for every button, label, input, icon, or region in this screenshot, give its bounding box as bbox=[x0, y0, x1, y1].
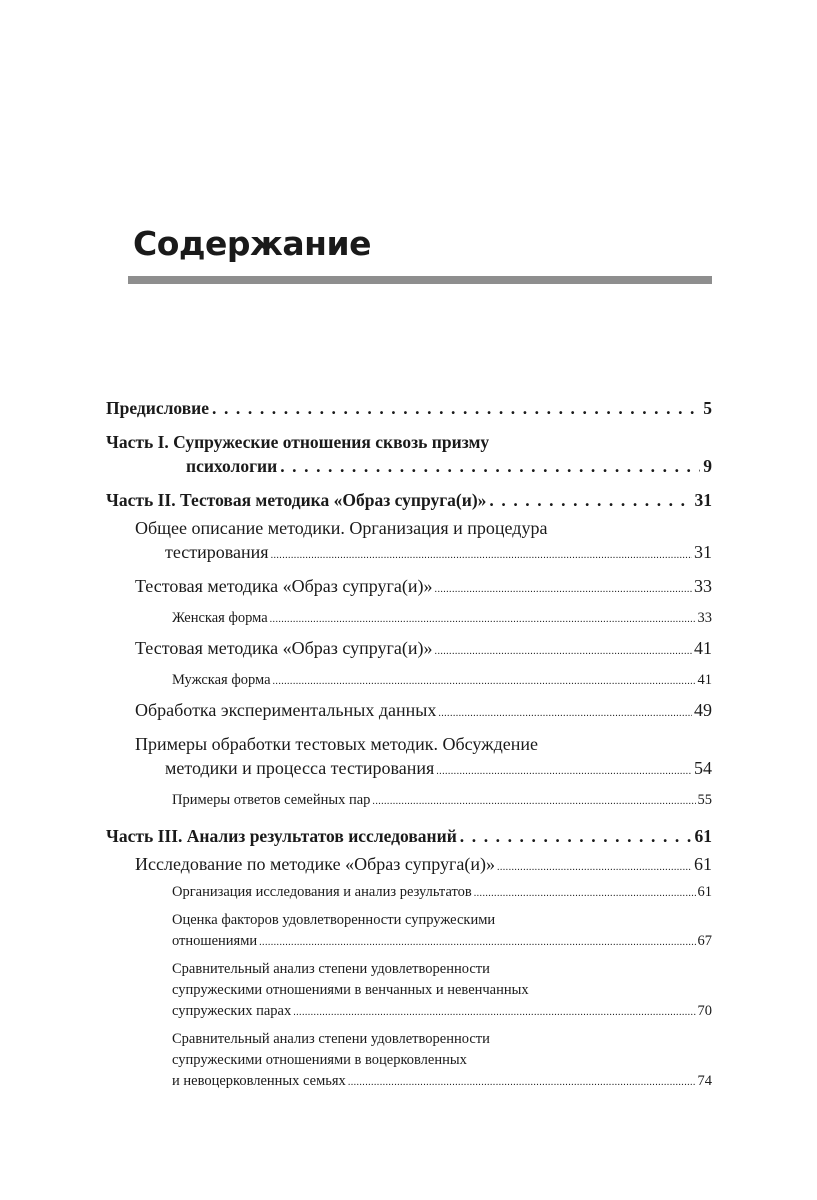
dot-leader bbox=[489, 488, 691, 512]
toc-entry-part-3[interactable] bbox=[106, 824, 712, 848]
toc-page-number: 54 bbox=[694, 758, 712, 778]
toc-entry-female-form[interactable] bbox=[172, 608, 712, 630]
page-title: Содержание bbox=[133, 224, 371, 263]
toc-page-number: 61 bbox=[697, 884, 712, 900]
toc-page-number: 31 bbox=[694, 490, 712, 510]
dot-leader bbox=[348, 1072, 696, 1093]
toc-entry-preface[interactable] bbox=[106, 396, 712, 420]
dot-leader bbox=[435, 578, 692, 602]
toc-page-number: 9 bbox=[703, 456, 712, 476]
toc-entry-test-method-female[interactable] bbox=[135, 574, 712, 602]
toc-page-number: 61 bbox=[694, 854, 712, 874]
toc-page-number: 67 bbox=[697, 933, 712, 949]
toc-entry-title-continued: психологии bbox=[186, 456, 278, 476]
dot-leader bbox=[271, 544, 692, 568]
toc-entry-research-organization[interactable] bbox=[172, 882, 712, 904]
toc-page-number: 74 bbox=[697, 1073, 712, 1089]
toc-entry-male-form[interactable] bbox=[172, 670, 712, 692]
toc-entry-title: Женская форма bbox=[172, 610, 268, 626]
dot-leader bbox=[372, 791, 695, 812]
toc-entry-research[interactable] bbox=[135, 852, 712, 880]
toc-entry-title-continued: методики и процесса тестирования bbox=[165, 758, 435, 778]
toc-entry-title: Тестовая методика «Образ супруга(и)» bbox=[135, 576, 433, 596]
toc-entry-title-continued: и невоцерковленных семьях bbox=[172, 1073, 346, 1089]
toc-entry-title: Оценка факторов удовлетворенности супружескими bbox=[172, 912, 496, 928]
toc-entry-part-1[interactable] bbox=[106, 430, 712, 478]
toc-entry-title-continued: супружескими отношениями в воцерковленных bbox=[172, 1052, 467, 1068]
dot-leader bbox=[497, 856, 692, 880]
toc-entry-family-answers[interactable] bbox=[172, 790, 712, 812]
toc-page-number: 33 bbox=[694, 576, 712, 596]
toc-page-number: 61 bbox=[694, 826, 712, 846]
dot-leader bbox=[293, 1002, 695, 1023]
toc-entry-title: Примеры ответов семейных пар bbox=[172, 792, 371, 808]
toc-entry-title: Предисловие bbox=[106, 398, 210, 418]
toc-entry-title-continued: отношениями bbox=[172, 933, 258, 949]
toc-entry-title-continued: тестирования bbox=[165, 542, 269, 562]
toc-entry-satisfaction-factors[interactable] bbox=[172, 910, 712, 953]
toc-entry-title-continued: супружескими отношениями в венчанных и невенчанных bbox=[172, 982, 529, 998]
title-underline bbox=[128, 276, 712, 284]
toc-page-number: 33 bbox=[697, 610, 712, 626]
toc-entry-title: Мужская форма bbox=[172, 672, 271, 688]
toc-page-number: 55 bbox=[697, 792, 712, 808]
toc-entry-data-processing[interactable] bbox=[135, 698, 712, 726]
dot-leader bbox=[259, 932, 695, 953]
toc-page-number: 49 bbox=[694, 700, 712, 720]
dot-leader bbox=[474, 883, 696, 904]
toc-page-number: 41 bbox=[697, 672, 712, 688]
toc-entry-title: Примеры обработки тестовых методик. Обсуждение bbox=[135, 734, 538, 754]
toc-entry-title: Исследование по методике «Образ супруга(и)» bbox=[135, 854, 495, 874]
dot-leader bbox=[435, 640, 692, 664]
toc-entry-title: Часть III. Анализ результатов исследований bbox=[106, 826, 457, 846]
toc-entry-title-continued: супружеских парах bbox=[172, 1003, 292, 1019]
dot-leader bbox=[438, 702, 692, 726]
toc-entry-title: Обработка экспериментальных данных bbox=[135, 700, 437, 720]
toc-page-number: 70 bbox=[697, 1003, 712, 1019]
toc-entry-title: Организация исследования и анализ результатов bbox=[172, 884, 472, 900]
toc-page-number: 41 bbox=[694, 638, 712, 658]
dot-leader bbox=[460, 824, 692, 848]
toc-entry-married-comparison[interactable] bbox=[172, 959, 712, 1023]
toc-page-number: 31 bbox=[694, 542, 712, 562]
dot-leader bbox=[212, 396, 700, 420]
toc-entry-general-description[interactable] bbox=[135, 516, 712, 568]
toc-entry-processing-examples[interactable] bbox=[135, 732, 712, 784]
toc-entry-title: Сравнительный анализ степени удовлетворенности bbox=[172, 961, 490, 977]
table-of-contents bbox=[106, 396, 712, 1099]
toc-entry-title: Общее описание методики. Организация и процедура bbox=[135, 518, 548, 538]
toc-entry-part-2[interactable] bbox=[106, 488, 712, 512]
toc-entry-test-method-male[interactable] bbox=[135, 636, 712, 664]
toc-entry-title: Сравнительный анализ степени удовлетворенности bbox=[172, 1031, 490, 1047]
toc-page-number: 5 bbox=[703, 398, 712, 418]
toc-entry-title: Часть I. Супружеские отношения сквозь призму bbox=[106, 432, 490, 452]
dot-leader bbox=[280, 454, 700, 478]
toc-entry-title: Часть II. Тестовая методика «Образ супруга(и)» bbox=[106, 490, 487, 510]
dot-leader bbox=[273, 671, 696, 692]
dot-leader bbox=[270, 609, 696, 630]
dot-leader bbox=[436, 760, 692, 784]
toc-entry-title: Тестовая методика «Образ супруга(и)» bbox=[135, 638, 433, 658]
toc-entry-churched-comparison[interactable] bbox=[172, 1029, 712, 1093]
